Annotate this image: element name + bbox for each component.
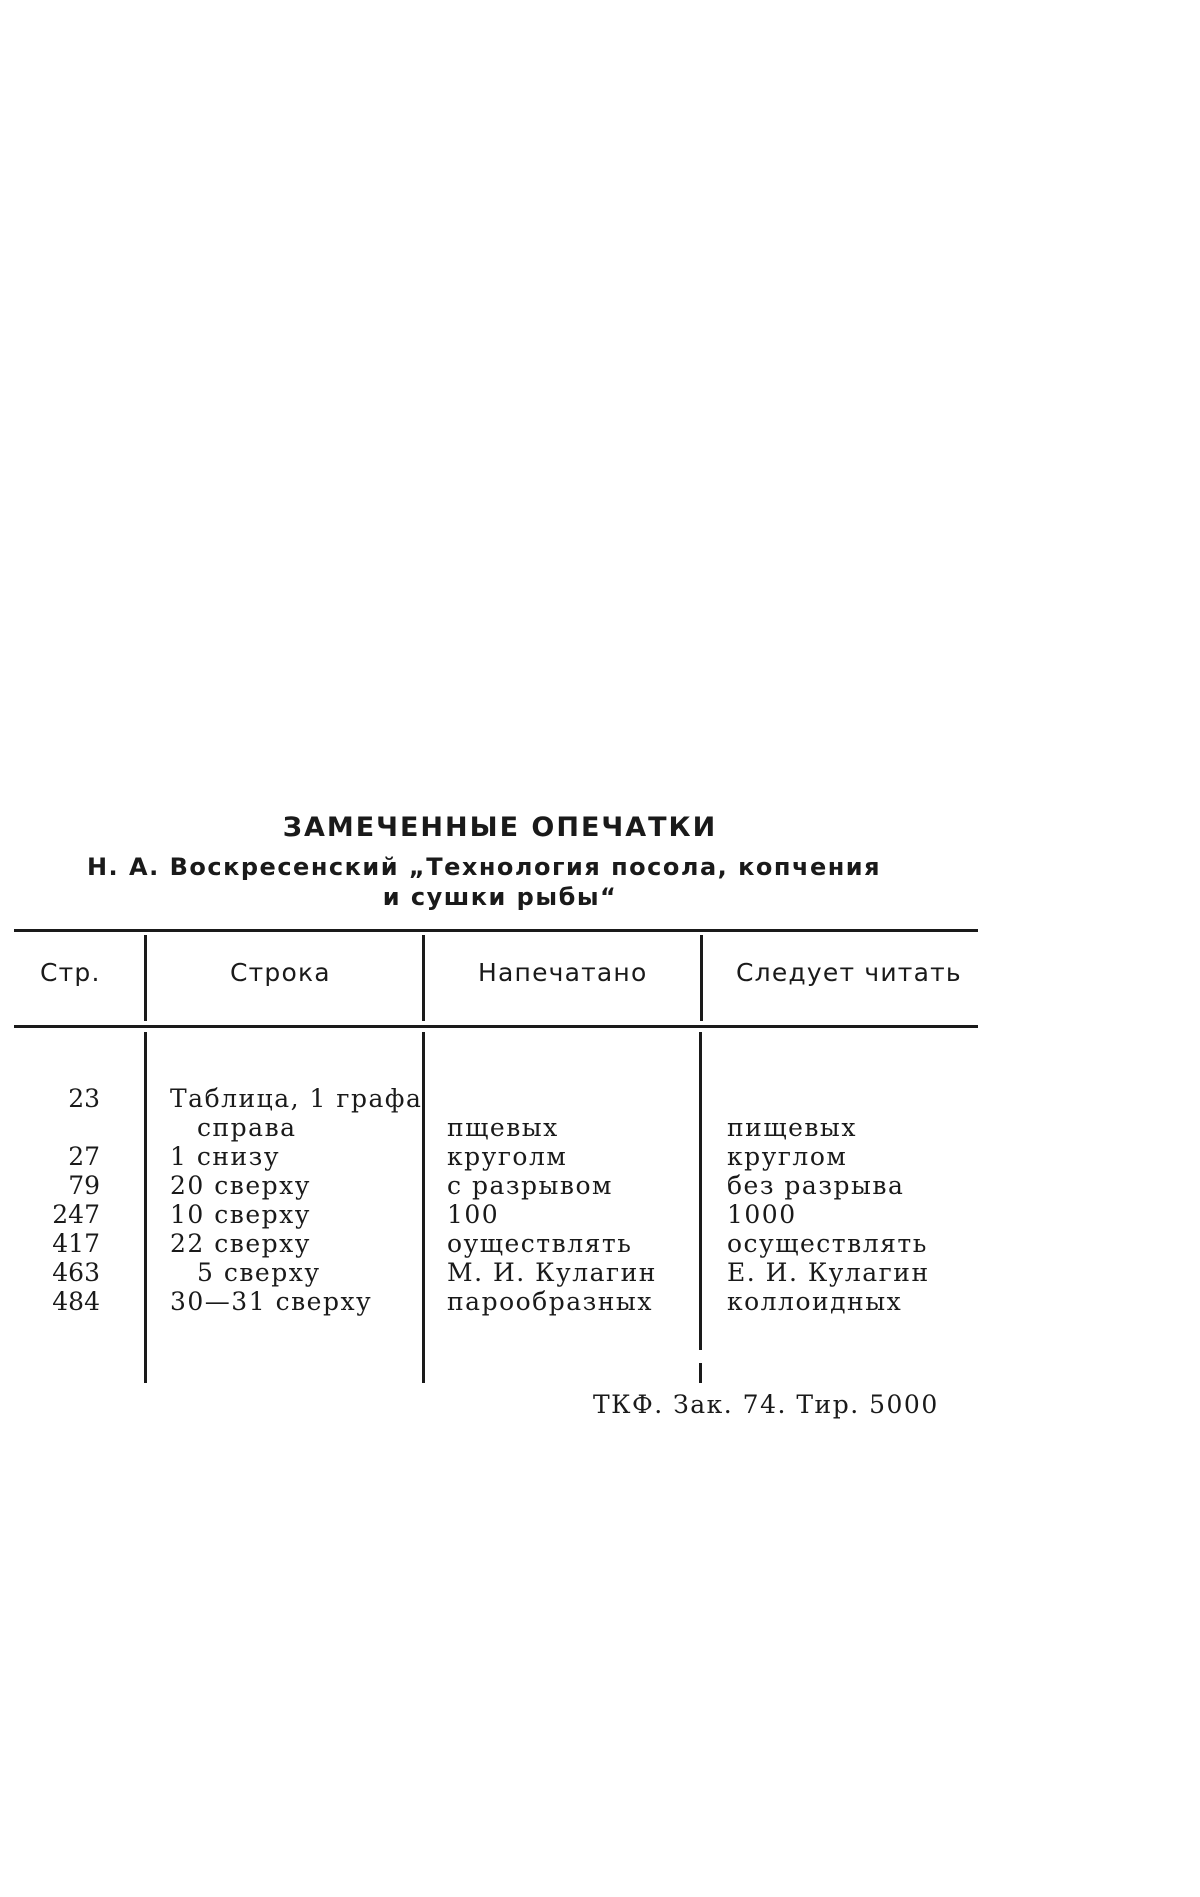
cell-page: 79 [68, 1171, 100, 1200]
cell-line: 20 сверху [170, 1171, 311, 1200]
column-divider [699, 1363, 702, 1383]
column-divider [700, 935, 703, 1021]
cell-page: 417 [52, 1229, 100, 1258]
cell-printed: 100 [447, 1200, 500, 1229]
printing-imprint: ТКФ. Зак. 74. Тир. 5000 [593, 1390, 939, 1419]
cell-printed: круголм [447, 1142, 568, 1171]
book-reference-line-2: и сушки рыбы“ [382, 883, 618, 911]
cell-should-read: 1000 [727, 1200, 797, 1229]
cell-line: Таблица, 1 графа [170, 1084, 423, 1113]
header-line: Строка [230, 958, 331, 987]
cell-page: 463 [52, 1258, 100, 1287]
column-divider [422, 1032, 425, 1383]
cell-page: 484 [52, 1287, 100, 1316]
column-divider [422, 935, 425, 1021]
column-divider [699, 1032, 702, 1350]
cell-printed: с разрывом [447, 1171, 613, 1200]
cell-should-read: круглом [727, 1142, 848, 1171]
errata-title: ЗАМЕЧЕННЫЕ ОПЕЧАТКИ [282, 812, 718, 843]
header-should-read: Следует читать [736, 958, 962, 987]
cell-should-read: пищевых [727, 1113, 857, 1142]
cell-should-read: Е. И. Кулагин [727, 1258, 930, 1287]
cell-line: справа [197, 1113, 297, 1142]
cell-should-read: без разрыва [727, 1171, 905, 1200]
table-top-rule [14, 929, 978, 932]
cell-page: 247 [52, 1200, 100, 1229]
table-header-rule [14, 1025, 978, 1028]
cell-line: 10 сверху [170, 1200, 311, 1229]
cell-line: 22 сверху [170, 1229, 311, 1258]
cell-line: 5 сверху [197, 1258, 321, 1287]
book-reference-line-1: Н. А. Воскресенский „Технология посола, копчения [86, 853, 882, 881]
cell-printed: оуществлять [447, 1229, 633, 1258]
cell-page: 23 [68, 1084, 100, 1113]
header-page: Стр. [40, 958, 101, 987]
cell-line: 1 снизу [170, 1142, 281, 1171]
cell-should-read: осуществлять [727, 1229, 928, 1258]
cell-printed: М. И. Кулагин [447, 1258, 657, 1287]
column-divider [144, 1032, 147, 1383]
header-printed: Напечатано [478, 958, 648, 987]
cell-line: 30—31 сверху [170, 1287, 373, 1316]
cell-should-read: коллоидных [727, 1287, 903, 1316]
column-divider [144, 935, 147, 1021]
cell-printed: парообразных [447, 1287, 653, 1316]
cell-page: 27 [68, 1142, 100, 1171]
cell-printed: пщевых [447, 1113, 559, 1142]
